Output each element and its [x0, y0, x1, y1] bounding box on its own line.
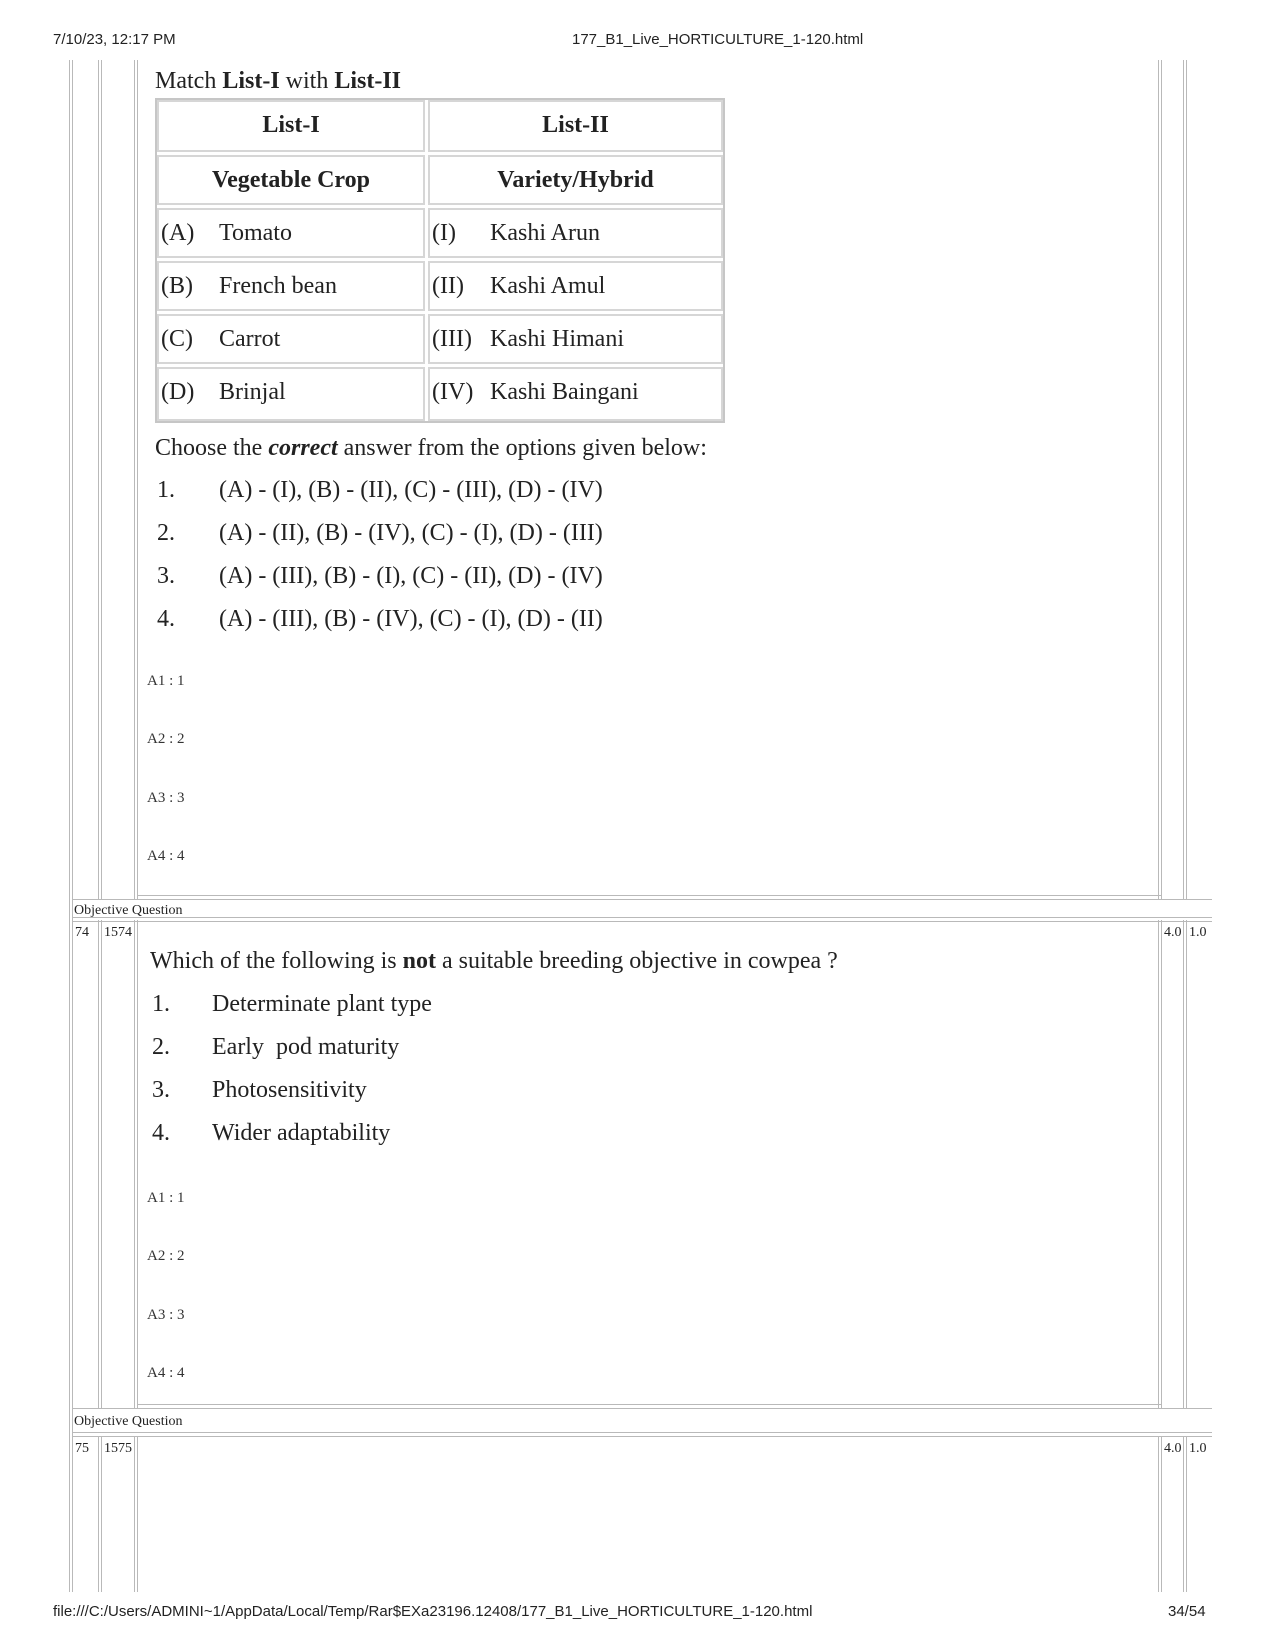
q73-option-4-num: 4. — [157, 606, 175, 632]
print-datetime: 7/10/23, 12:17 PM — [53, 31, 176, 48]
match-header-list1: List-I — [157, 100, 425, 152]
match-subheader-variety: Variety/Hybrid — [428, 155, 723, 205]
q74-answer-4: A4 : 4 — [147, 1365, 185, 1381]
q74-option-4-text: Wider adaptability — [212, 1120, 391, 1146]
q74-question-id: 1574 — [104, 925, 132, 940]
q75-serial: 75 — [75, 1441, 89, 1456]
match-subheader-crop: Vegetable Crop — [157, 155, 425, 205]
q73-answer-3: A3 : 3 — [147, 790, 185, 806]
q74-answer-2: A2 : 2 — [147, 1248, 185, 1264]
match-left-d: (D) Brinjal — [157, 367, 425, 421]
q74-answer-3: A3 : 3 — [147, 1307, 185, 1323]
match-right-iv: (IV) Kashi Baingani — [428, 367, 723, 421]
q75-question-id: 1575 — [104, 1441, 132, 1456]
print-file-path: file:///C:/Users/ADMINI~1/AppData/Local/Temp/Rar$EXa23196.12408/177_B1_Live_HORTICULTURE_1-120.html — [53, 1603, 813, 1620]
match-left-b: (B) French bean — [157, 261, 425, 311]
q74-option-1-num: 1. — [152, 991, 170, 1017]
match-header-list2: List-II — [428, 100, 723, 152]
q73-option-1-num: 1. — [157, 477, 175, 503]
q74-option-2-text: Early pod maturity — [212, 1034, 400, 1060]
q74-option-4-num: 4. — [152, 1120, 170, 1146]
q73-option-2-text: (A) - (II), (B) - (IV), (C) - (I), (D) - (III) — [219, 520, 603, 546]
objective-question-label: Objective Question — [74, 1414, 183, 1429]
q74-option-1-text: Determinate plant type — [212, 991, 432, 1017]
match-left-a: (A) Tomato — [157, 208, 425, 258]
print-page-number: 34/54 — [1168, 1603, 1206, 1620]
match-right-i: (I) Kashi Arun — [428, 208, 723, 258]
match-left-c: (C) Carrot — [157, 314, 425, 364]
q73-option-3-num: 3. — [157, 563, 175, 589]
q73-option-3-text: (A) - (III), (B) - (I), (C) - (II), (D) - (IV) — [219, 563, 603, 589]
q73-intro: Match List-I with List-II — [155, 68, 402, 94]
print-doc-title: 177_B1_Live_HORTICULTURE_1-120.html — [572, 31, 864, 48]
q73-answer-4: A4 : 4 — [147, 848, 185, 864]
q73-option-1-text: (A) - (I), (B) - (II), (C) - (III), (D) - (IV) — [219, 477, 603, 503]
q74-negative-marks: 1.0 — [1189, 925, 1207, 940]
q74-answer-1: A1 : 1 — [147, 1190, 185, 1206]
q75-negative-marks: 1.0 — [1189, 1441, 1207, 1456]
q73-answer-1: A1 : 1 — [147, 673, 185, 689]
match-right-ii: (II) Kashi Amul — [428, 261, 723, 311]
q74-question-text: Which of the following is not a suitable breeding objective in cowpea ? — [150, 948, 838, 974]
q74-option-3-text: Photosensitivity — [212, 1077, 367, 1103]
q73-choose-instruction: Choose the correct answer from the options given below: — [155, 435, 707, 461]
q73-answer-2: A2 : 2 — [147, 731, 185, 747]
q74-serial: 74 — [75, 925, 89, 940]
match-right-iii: (III) Kashi Himani — [428, 314, 723, 364]
match-table — [155, 98, 725, 423]
q74-option-2-num: 2. — [152, 1034, 170, 1060]
q74-option-3-num: 3. — [152, 1077, 170, 1103]
q73-option-4-text: (A) - (III), (B) - (IV), (C) - (I), (D) - (II) — [219, 606, 603, 632]
q75-marks: 4.0 — [1164, 1441, 1182, 1456]
objective-question-label: Objective Question — [74, 903, 183, 918]
q73-option-2-num: 2. — [157, 520, 175, 546]
q74-marks: 4.0 — [1164, 925, 1182, 940]
